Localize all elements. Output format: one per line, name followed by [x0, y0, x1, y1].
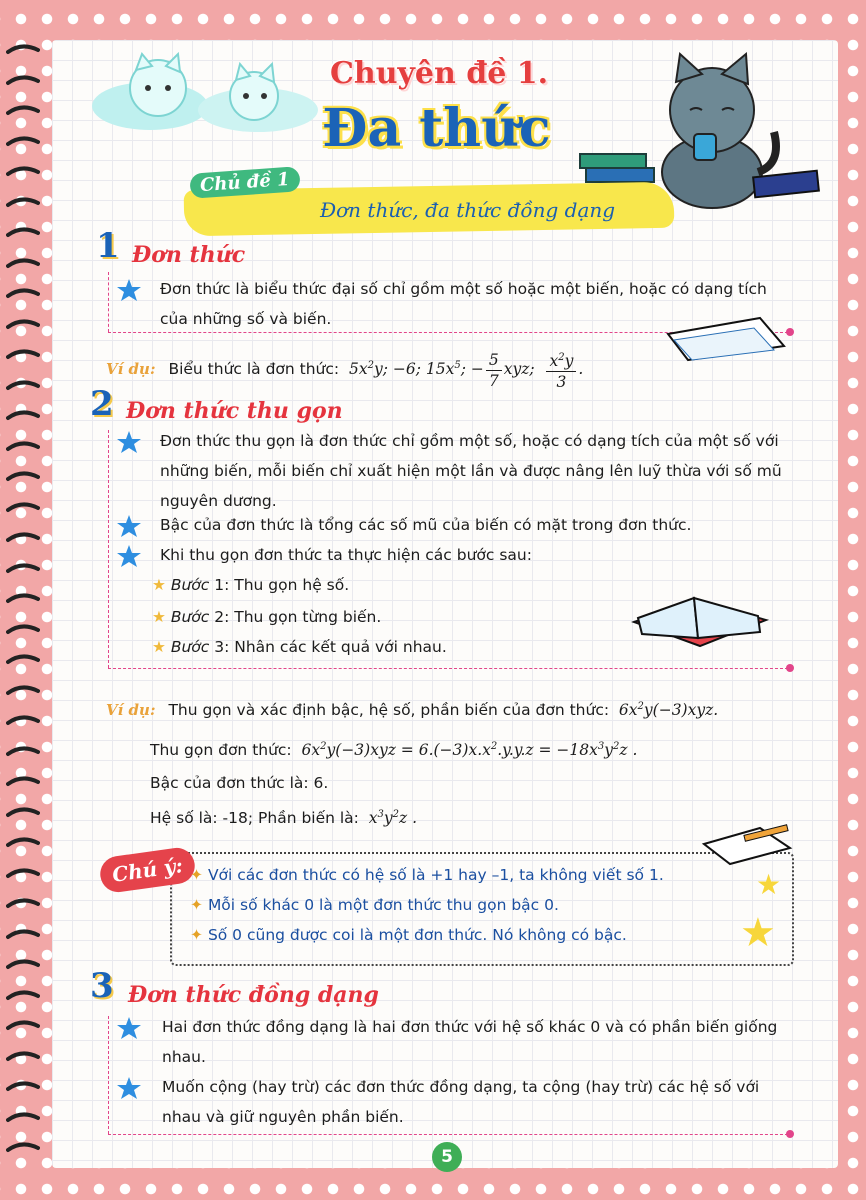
spiral-ring-icon [6, 837, 40, 849]
bullet-text: Bậc của đơn thức là tổng các số mũ của biến có mặt trong đơn thức. [160, 516, 692, 534]
blue-star-icon [116, 514, 142, 538]
page-title: Đa thức [322, 98, 551, 159]
yellow-star-icon: ★ [152, 576, 166, 594]
section-rule [108, 430, 109, 668]
spiral-ring-icon [6, 441, 40, 453]
paper-sheet-icon [664, 316, 792, 366]
example-1 [106, 346, 666, 392]
spiral-ring-icon [6, 197, 40, 209]
blue-star-icon [116, 1016, 142, 1040]
diamond-star-icon: ✦ [190, 866, 203, 884]
variable-part: $x^3y^2z$ . [363, 809, 418, 828]
bullet-text: Khi thu gọn đơn thức ta thực hiện các bước sau: [160, 546, 532, 564]
yellow-star-icon: ★ [152, 638, 166, 656]
rule-end-dot [786, 664, 794, 672]
chapter-label: Chuyên đề 1. [330, 56, 549, 91]
line-label: Thu gọn đơn thức: [150, 741, 292, 760]
step-label: Bước [170, 576, 210, 594]
cloud-cats-illustration [88, 48, 324, 138]
line-label: Hệ số là: -18; Phần biến là: [150, 809, 359, 828]
spiral-ring-icon [6, 654, 40, 666]
diamond-star-icon: ✦ [190, 896, 203, 914]
section-rule [108, 272, 109, 332]
spiral-ring-icon [6, 532, 40, 544]
spiral-ring-icon [6, 502, 40, 514]
step-text: 2: Thu gọn từng biến. [209, 608, 382, 626]
spiral-ring-icon [6, 410, 40, 422]
spiral-ring-icon [6, 1142, 40, 1154]
section-number-3: 3 [90, 966, 114, 1006]
collapse-expression: $6x^2y(-3)xyz = 6.(-3)x.x^2.y.y.z = -18x^3y^2z$ . [296, 741, 638, 760]
example-line [150, 732, 790, 765]
definition-text: Đơn thức là biểu thức đại số chỉ gồm một số hoặc một biến, hoặc có dạng tích của những số và biến. [160, 280, 767, 328]
spiral-ring-icon [6, 380, 40, 392]
step-text: 3: Nhân các kết quả với nhau. [209, 638, 447, 656]
example-2 [106, 692, 786, 725]
spiral-ring-icon [6, 319, 40, 331]
blue-star-icon [116, 1076, 142, 1100]
step-text: 1: Thu gọn hệ số. [209, 576, 350, 594]
spiral-ring-icon [6, 227, 40, 239]
bullet-text: Hai đơn thức đồng dạng là hai đơn thức với hệ số khác 0 và có phần biến giống nhau. [162, 1018, 778, 1066]
spiral-ring-icon [6, 1051, 40, 1063]
spiral-ring-icon [6, 1112, 40, 1124]
example-expression: $5x^2y$; −6; $15x^5$; − $\frac{5}{7}$ xyz; $\frac{x^2y}{3}$ . [344, 360, 583, 378]
example-text: Thu gọn và xác định bậc, hệ số, phần biến của đơn thức: [168, 701, 610, 720]
section-heading-1: Đơn thức [132, 242, 246, 268]
book-stack-icon [752, 168, 822, 200]
spiral-ring-icon [6, 807, 40, 819]
spiral-ring-icon [6, 685, 40, 697]
spiral-ring-icon [6, 288, 40, 300]
section-heading-3: Đơn thức đồng dạng [128, 982, 379, 1008]
note-text: Mỗi số khác 0 là một đơn thức thu gọn bậc 0. [207, 896, 559, 914]
spiral-ring-icon [6, 1020, 40, 1032]
bullet-text: Đơn thức thu gọn là đơn thức chỉ gồm một số, hoặc có dạng tích của một số với những biến, mỗi biến chỉ xuất hiện một lần và được nâng lên luỹ thừa với số mũ nguyên dương. [160, 432, 782, 510]
section-heading-2: Đơn thức thu gọn [126, 398, 343, 424]
note-text: Số 0 cũng được coi là một đơn thức. Nó không có bậc. [207, 926, 627, 944]
yellow-star-icon: ★ [152, 608, 166, 626]
spiral-ring-icon [6, 746, 40, 758]
section-rule [108, 1016, 109, 1134]
blue-star-icon [116, 430, 142, 454]
page-number: 5 [432, 1142, 462, 1172]
spiral-ring-icon [6, 258, 40, 270]
spiral-ring-icon [6, 1081, 40, 1093]
spiral-ring-icon [6, 75, 40, 87]
step-label: Bước [170, 638, 210, 656]
note-item [190, 866, 664, 884]
bullet-text: Muốn cộng (hay trừ) các đơn thức đồng dạng, ta cộng (hay trừ) các hệ số với nhau và giữ nguyên phần biến. [162, 1078, 760, 1126]
example-label: Ví dụ: [106, 701, 156, 720]
spiral-ring-icon [6, 776, 40, 788]
pencil-paper-icon [700, 818, 796, 868]
spiral-ring-icon [6, 166, 40, 178]
example-line [150, 800, 417, 833]
note-tag: Chú ý: [98, 846, 197, 895]
example-expression: $6x^2y(-3)xyz$. [614, 701, 719, 720]
spiral-ring-icon [6, 349, 40, 361]
spiral-ring-icon [6, 929, 40, 941]
note-item [190, 896, 559, 914]
topic-tag: Chủ đề 1 [189, 166, 300, 199]
spiral-ring-icon [6, 105, 40, 117]
yellow-star-icon: ★ [740, 910, 776, 956]
section-number-2: 2 [90, 384, 114, 424]
spiral-ring-icon [6, 44, 40, 56]
topic-title: Đơn thức, đa thức đồng dạng [320, 198, 616, 222]
note-text: Với các đơn thức có hệ số là +1 hay –1, ta không viết số 1. [207, 866, 664, 884]
yellow-star-icon: ★ [756, 868, 782, 901]
spiral-ring-icon [6, 715, 40, 727]
section-number-1: 1 [96, 226, 120, 266]
spiral-ring-icon [6, 898, 40, 910]
step-item [152, 632, 447, 662]
step-item [152, 570, 349, 600]
blue-star-icon [116, 544, 142, 568]
section-rule [108, 668, 788, 669]
spiral-ring-icon [6, 136, 40, 148]
spiral-ring-icon [6, 563, 40, 575]
spiral-ring-icon [6, 624, 40, 636]
open-book-icon [630, 594, 770, 650]
diamond-star-icon: ✦ [190, 926, 203, 944]
degree-line: Bậc của đơn thức là: 6. [150, 774, 329, 792]
spiral-ring-icon [6, 868, 40, 880]
example-text: Biểu thức là đơn thức: [168, 360, 340, 379]
spiral-ring-icon [6, 990, 40, 1002]
spiral-ring-icon [6, 959, 40, 971]
spiral-ring-icon [6, 593, 40, 605]
section-rule [108, 1134, 788, 1135]
step-item [152, 602, 381, 632]
blue-star-icon [116, 278, 142, 302]
step-label: Bước [170, 608, 210, 626]
example-label: Ví dụ: [106, 360, 156, 379]
note-item [190, 926, 627, 944]
spiral-ring-icon [6, 471, 40, 483]
